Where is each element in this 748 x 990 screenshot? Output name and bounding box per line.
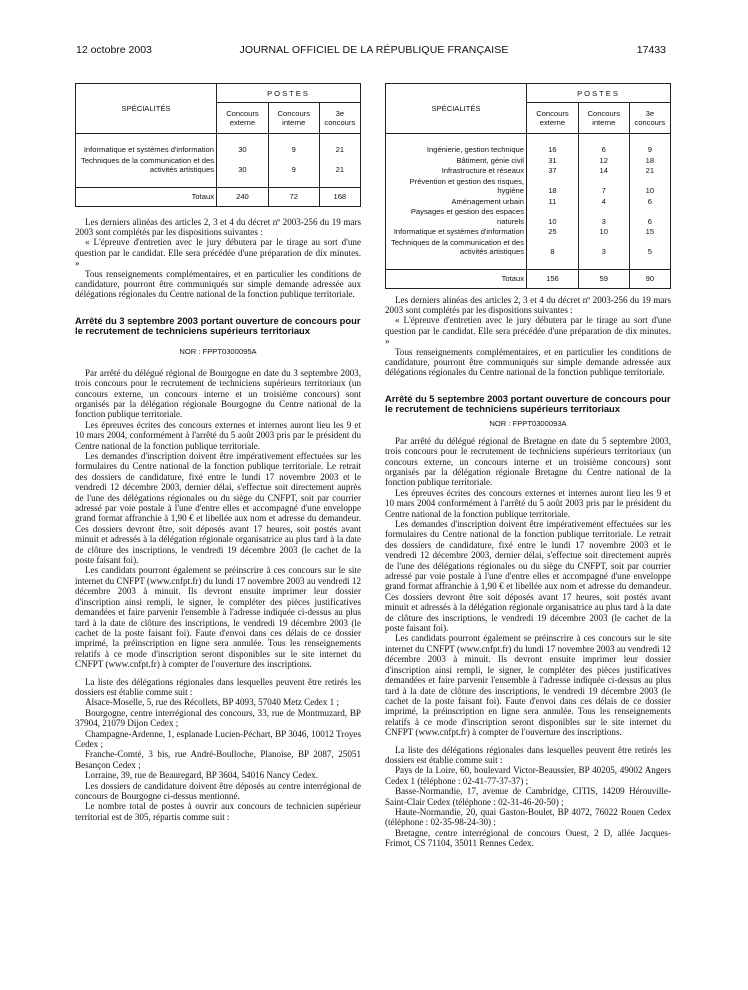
- col-header: Concours externe: [217, 103, 269, 134]
- table-row: Infrastructure et réseaux 37 14 21: [386, 166, 671, 177]
- col-header: Concours interne: [578, 103, 629, 134]
- right-column: [385, 83, 671, 849]
- left-column: [75, 83, 361, 822]
- postes-table-left: [75, 83, 361, 207]
- arrete-title-right: Arrêté du 5 septembre 2003 portant ouverture de concours pour le recrutement de techniciens supérieurs territoriaux: [385, 392, 671, 415]
- col-header: Concours interne: [268, 103, 319, 134]
- header-date: 12 octobre 2003: [76, 44, 152, 56]
- postes-header: POSTES: [527, 84, 671, 103]
- total-row: Totaux 240 72 168: [76, 187, 361, 206]
- arrete-title-left: Arrêté du 3 septembre 2003 portant ouverture de concours pour le recrutement de techniciens supérieurs territoriaux: [75, 314, 361, 337]
- table-row: Techniques de la communication et des activités artistiques 30 9 21: [76, 156, 361, 176]
- table-row: Prévention et gestion des risques, hygiène 18 7 10: [386, 177, 671, 197]
- spec-header: SPÉCIALITÉS: [76, 84, 217, 134]
- table-row: Paysages et gestion des espaces naturels 10 3 6: [386, 207, 671, 227]
- postes-header: POSTES: [217, 84, 361, 103]
- col-header: 3e concours: [629, 103, 670, 134]
- table-row: Techniques de la communication et des activités artistiques 8 3 5: [386, 238, 671, 258]
- nor-reference-left: NOR : FPPT0300095A: [179, 346, 257, 356]
- col-header: Concours externe: [527, 103, 579, 134]
- nor-reference-right: NOR : FPPT0300093A: [489, 418, 567, 428]
- postes-table-right: [385, 83, 671, 289]
- table-row: Informatique et systèmes d'information 30 9 21: [76, 145, 361, 156]
- spec-header: SPÉCIALITÉS: [386, 84, 527, 134]
- total-row: Totaux 156 59 90: [386, 269, 671, 288]
- col-header: 3e concours: [319, 103, 360, 134]
- arrete-body-right: Par arrêté du délégué régional de Bretagne en date du 5 septembre 2003, trois concours pour le recrutement de techniciens supérieurs territoriaux (un concours externe, un concours interne et un troisième concours) sont organisés par la délégation régionale Bretagne du Centre national de la fonction publique territoriale. Les épreuves écrites des concours externes et internes auront lieu les 9 et 10 mars 2004 conformément à l'arrêté du 5 août 2003 pris par le président du Centre national de la fonction publique territoriale. Les demandes d'inscription doivent être impérativement effectuées sur les formulaires du Centre national de la fonction publique territoriale. Le retrait des dossiers de candidature, fixé entre le lundi 17 novembre 2003 et le vendredi 12 décembre 2003, dernier délai, s'effectue soit directement auprès de l'une des délégations régionales ou du siège du CNFPT, soit par courrier adressé par voie postale à l'une d'entre elles et accompagné d'une enveloppe grand format affranchie à 1,90 € et libellée aux nom et adresse du demandeur. Ces dossiers devront être soit déposés avant 17 heures, soit postés avant minuit et adressés à la délégation régionale organisatrice au plus tard à la date de clôture des inscriptions, le vendredi 19 décembre 2003 (le cachet de la poste faisant foi). Les candidats pourront également se préinscrire à ces concours sur le site internet du CNFPT (www.cnfpt.fr) du lundi 17 novembre 2003 au vendredi 12 décembre 2003 à minuit. Ils devront ensuite imprimer leur dossier d'inscription ainsi rempli, le signer, le compléter des pièces justificatives demandées et faire parvenir l'ensemble à l'adresse indiquée ci-dessus au plus tard à la date de clôture des inscriptions, le vendredi 19 décembre 2003 (le cachet de la poste faisant foi). Faute d'envoi dans ces délais de ce dossier imprimé, la préinscription en ligne sera annulée. Tous les renseignements relatifs à ce mode d'inscription seront disponibles sur le site internet du CNFPT (www.cnfpt.fr) à compter de l'ouverture des inscriptions. La liste des délégations régionales dans lesquelles peuvent être retirés les dossiers est établie comme suit : Pays de la Loire, 60, boulevard Victor-Beaussier, BP 40205, 49002 Angers Cedex 1 (téléphone : 02-41-77-37-37) ; Basse-Normandie, 17, avenue de Cambridge, CITIS, 14209 Hérouville-Saint-Clair Cedex (téléphone : 02-31-46-20-50) ; Haute-Normandie, 20, quai Gaston-Boulet, BP 4072, 76022 Rouen Cedex (téléphone : 02-35-98-24-30) ; Bretagne, centre interrégional de concours Ouest, 2 D, allée Jacques-Frimot, CS 71104, 35011 Rennes Cedex.: [385, 435, 671, 849]
- intro-text-right: Les derniers alinéas des articles 2, 3 et 4 du décret nº 2003-256 du 19 mars 2003 sont complétés par les dispositions suivantes : « L'épreuve d'entretien avec le jury débutera par le tirage au sort d'une question par le candidat. Elle sera précédée d'une préparation de dix minutes. » Tous renseignements complémentaires, et en particulier les conditions de candidature, pourront être communiqués sur simple demande adressée aux délégations régionales du Centre national de la fonction publique territoriale.: [385, 294, 671, 378]
- table-row: Bâtiment, génie civil 31 12 18: [386, 156, 671, 167]
- page-number: 17433: [636, 44, 666, 56]
- table-row: Aménagement urbain 11 4 6: [386, 197, 671, 208]
- table-row: Ingénierie, gestion technique 16 6 9: [386, 145, 671, 156]
- journal-title: JOURNAL OFFICIEL DE LA RÉPUBLIQUE FRANÇAISE: [239, 44, 509, 56]
- intro-text-left: Les derniers alinéas des articles 2, 3 et 4 du décret nº 2003-256 du 19 mars 2003 sont complétés par les dispositions suivantes : « L'épreuve d'entretien avec le jury débutera par le tirage au sort d'une question par le candidat. Elle sera précédée d'une préparation de dix minutes. » Tous renseignements complémentaires, et en particulier les conditions de candidature, pourront être communiqués sur simple demande adressée aux délégations régionales du Centre national de la fonction publique territoriale.: [75, 216, 361, 300]
- arrete-body-left: Par arrêté du délégué régional de Bourgogne en date du 3 septembre 2003, trois concours pour le recrutement de techniciens supérieurs territoriaux (un concours externe, un concours interne et un troisième concours) sont organisés par la délégation régionale Bourgogne du Centre national de la fonction publique territoriale. Les épreuves écrites des concours externes et internes auront lieu les 9 et 10 mars 2004, conformément à l'arrêté du 5 août 2003 pris par le président du Centre national de la fonction publique territoriale. Les demandes d'inscription doivent être impérativement effectuées sur les formulaires du Centre national de la fonction publique territoriale. Le retrait des dossiers de candidature, fixé entre le lundi 17 novembre 2003 et le vendredi 12 décembre 2003, dernier délai, s'effectue soit directement auprès de l'une des délégations régionales ou du siège du CNFPT, soit par courrier adressé par voie postale à l'une d'entre elles et accompagné d'une enveloppe grand format affranchie à 1,90 € et libellée aux nom et adresse du demandeur. Ces dossiers devront être, soit déposés avant 17 heures, soit postés avant minuit et adressés à la délégation régionale organisatrice au plus tard à la date de clôture des inscriptions, le vendredi 19 décembre 2003 (le cachet de la poste faisant foi). Les candidats pourront également se préinscrire à ces concours sur le site internet du CNFPT (www.cnfpt.fr) du lundi 17 novembre 2003 au vendredi 12 décembre 2003 à minuit. Ils devront ensuite imprimer leur dossier d'inscription ainsi rempli, le signer, le compléter des pièces justificatives demandées et faire parvenir l'ensemble à l'adresse indiquée ci-dessus au plus tard à la date de clôture des inscriptions, le vendredi 19 décembre 2003 (le cachet de la poste faisant foi). Faute d'envoi dans ces délais de ce dossier imprimé, la préinscription en ligne sera annulée. Tous les renseignements relatifs à ce mode d'inscription seront disponibles sur le site internet du CNFPT (www.cnfpt.fr) à compter de l'ouverture des inscriptions. La liste des délégations régionales dans lesquelles peuvent être retirés les dossiers est établie comme suit : Alsace-Moselle, 5, rue des Récollets, BP 4093, 57040 Metz Cedex 1 ; Bourgogne, centre interrégional des concours, 33, rue de Montmuzard, BP 37904, 21079 Dijon Cedex ; Champagne-Ardenne, 1, esplanade Lucien-Péchart, BP 3046, 10012 Troyes Cedex ; Franche-Comté, 3 bis, rue André-Boulloche, Planoise, BP 2087, 25051 Besançon Cedex ; Lorraine, 39, rue de Beauregard, BP 3604, 54016 Nancy Cedex. Les dossiers de candidature doivent être déposés au centre interrégional de concours de Bourgogne ci-dessus mentionné. Le nombre total de postes à ouvrir aux concours de technicien supérieur territorial est de 305, répartis comme suit :: [75, 367, 361, 822]
- table-row: Informatique et systèmes d'information 25 10 15: [386, 227, 671, 238]
